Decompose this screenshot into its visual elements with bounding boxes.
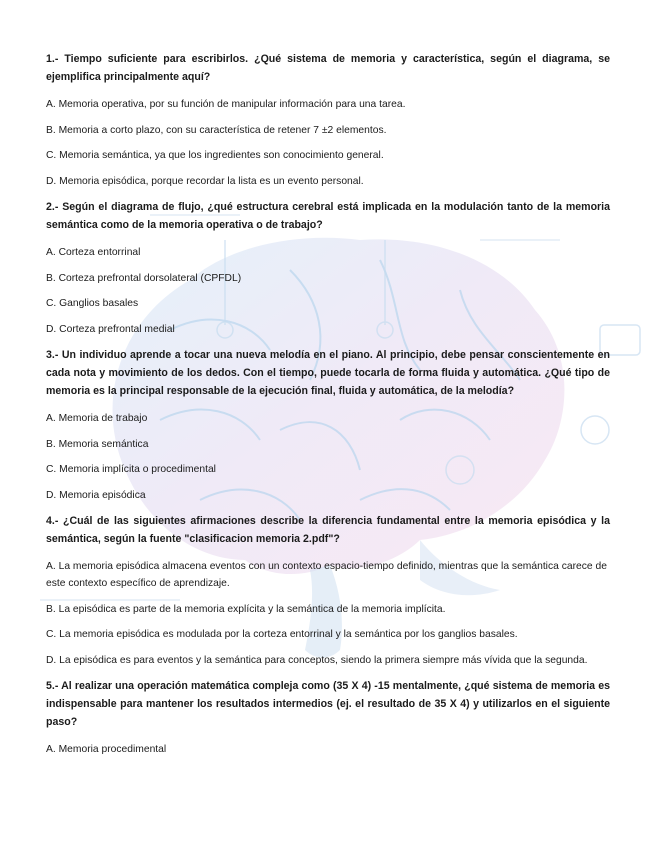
answer-option[interactable]: B. La episódica es parte de la memoria explícita y la semántica de la memoria implícita. [46,603,446,615]
question-text: 1.- Tiempo suficiente para escribirlos. ¿Qué sistema de memoria y característica, según el diagrama, se ejemplifica principalmente aquí? [46,53,610,83]
quiz-content [46,50,610,767]
answer-option[interactable]: C. Memoria implícita o procedimental [46,464,216,475]
answer-option[interactable]: B. Corteza prefrontal dorsolateral (CPFDL) [46,272,242,284]
answer-option[interactable]: A. Corteza entorrinal [46,247,141,258]
question-block [46,677,610,758]
question-block [46,512,610,669]
answer-option[interactable]: D. Corteza prefrontal medial [46,323,175,335]
question-text: 3.- Un individuo aprende a tocar una nueva melodía en el piano. Al principio, debe pensar conscientemente en cada nota y movimiento de los dedos. Con el tiempo, puede tocarla de forma fluida y automática. ¿Qué tipo de memoria es la principal responsable de la ejecución final, fluida y automática, de la melodía? [46,349,610,397]
question-text: 2.- Según el diagrama de flujo, ¿qué estructura cerebral está implicada en la modulación tanto de la memoria semántica como de la memoria operativa o de trabajo? [46,201,610,231]
answer-option[interactable]: D. Memoria episódica, porque recordar la lista es un evento personal. [46,175,364,187]
answer-option[interactable]: C. La memoria episódica es modulada por la corteza entorrinal y la semántica por los ganglios basales. [46,629,518,640]
answer-option[interactable]: D. Memoria episódica [46,489,146,501]
answer-option[interactable]: D. La episódica es para eventos y la semántica para conceptos, siendo la primera siempre más vívida que la segunda. [46,654,588,666]
answer-option[interactable]: A. Memoria de trabajo [46,413,148,424]
question-block [46,50,610,190]
answer-option[interactable]: A. Memoria operativa, por su función de manipular información para una tarea. [46,99,406,110]
question-block [46,198,610,338]
answer-option[interactable]: C. Ganglios basales [46,298,139,309]
answer-option[interactable]: B. Memoria semántica [46,438,149,450]
answer-option[interactable]: B. Memoria a corto plazo, con su característica de retener 7 ±2 elementos. [46,124,387,136]
answer-option[interactable]: A. Memoria procedimental [46,744,167,755]
answer-option[interactable]: C. Memoria semántica, ya que los ingredientes son conocimiento general. [46,150,384,161]
answer-option[interactable]: A. La memoria episódica almacena eventos con un contexto espacio-tiempo definido, mientras que la semántica carece de este contexto específico de aprendizaje. [46,561,607,589]
question-text: 4.- ¿Cuál de las siguientes afirmaciones describe la diferencia fundamental entre la memoria episódica y la semántica, según la fuente "clasificacion memoria 2.pdf"? [46,515,610,545]
question-block [46,346,610,504]
question-text: 5.- Al realizar una operación matemática compleja como (35 X 4) -15 mentalmente, ¿qué sistema de memoria es indispensable para mantener los resultados intermedios (ej. el resultado de 35 X 4) y utilizarlos en el siguiente paso? [46,680,610,728]
